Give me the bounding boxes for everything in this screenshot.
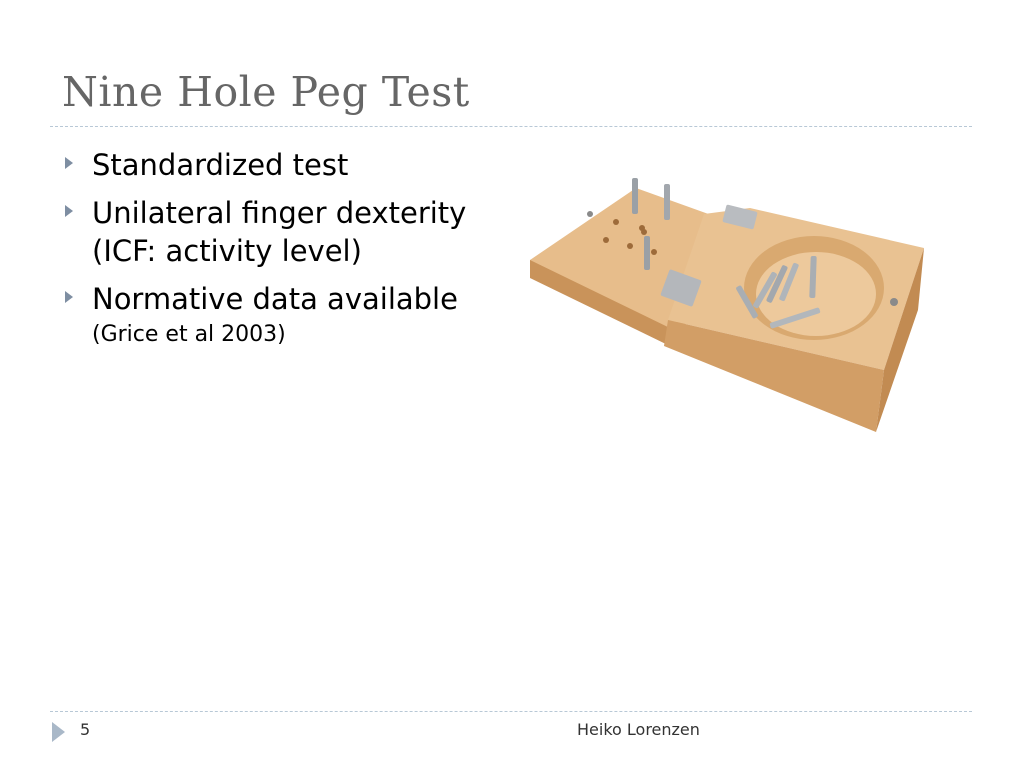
bullet-arrow-icon [65,157,73,169]
bullet-arrow-icon [65,291,73,303]
bullet-text: Unilateral finger dexterity [92,196,467,230]
title-divider [50,126,972,127]
bullet-item [62,146,502,184]
bullet-text-continued: (ICF: activity level) [92,234,362,268]
footer-divider [50,711,972,712]
footer-author: Heiko Lorenzen [577,720,700,739]
peg-board-photo [524,170,934,440]
bullet-citation: (Grice et al 2003) [92,322,286,347]
bullet-list [62,146,502,360]
bullet-item [62,194,502,270]
footer-arrow-icon [52,722,65,742]
bullet-arrow-icon [65,205,73,217]
bullet-text: Normative data available [92,282,458,316]
bullet-item [62,280,502,350]
page-number: 5 [80,720,91,739]
slide-title: Nine Hole Peg Test [62,68,470,116]
bullet-text: Standardized test [92,148,349,182]
